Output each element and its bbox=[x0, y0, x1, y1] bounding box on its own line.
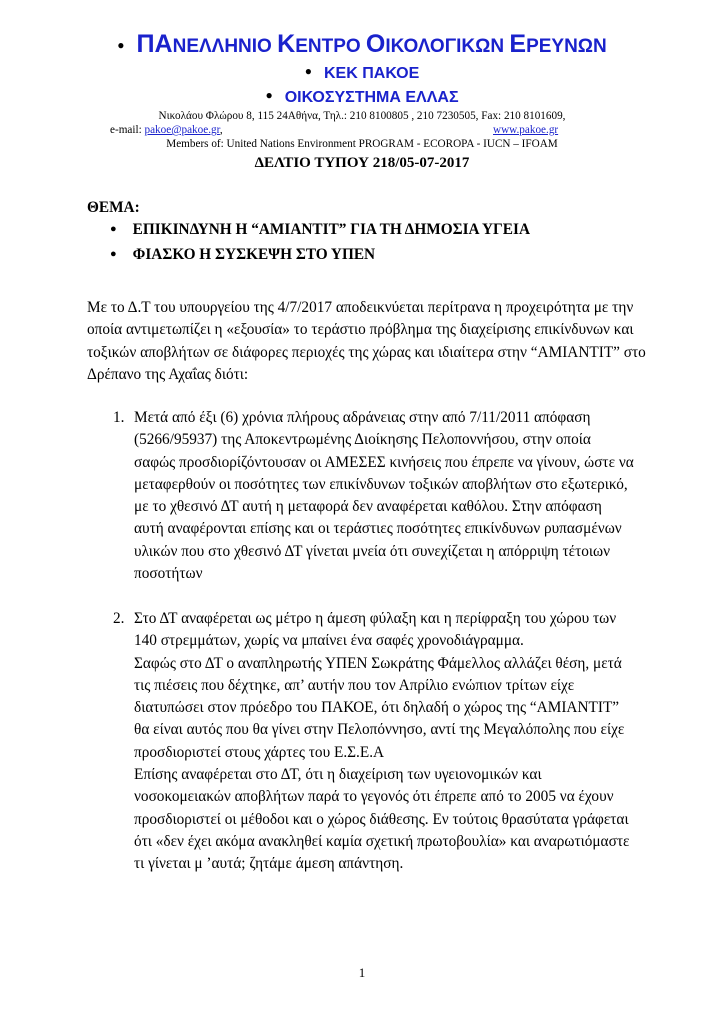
website-link[interactable]: www.pakoe.gr bbox=[493, 124, 559, 136]
bullet-icon: ● bbox=[265, 88, 273, 102]
org-initial-1: ΠΑ bbox=[136, 30, 173, 58]
members-line: Members of: United Nations Environment PROGRAM - ECOROPA - IUCN – IFOAM bbox=[166, 138, 558, 150]
bullet-icon: ● bbox=[110, 248, 117, 260]
address-line: Νικολάου Φλώρου 8, 115 24Αθήνα, Τηλ.: 210 8100805 , 210 7230505, Fax: 210 8101609, bbox=[158, 110, 566, 122]
letterhead-line-ecosystem bbox=[0, 88, 724, 107]
org-initial-3: Ο bbox=[365, 30, 386, 58]
org-word-1: ΝΕΛΛΗΝΙΟ bbox=[172, 36, 278, 57]
contact-line bbox=[110, 124, 590, 136]
letterhead-line-kek bbox=[0, 64, 724, 83]
subject-item bbox=[110, 246, 375, 264]
subject-label: ΘΕΜΑ: bbox=[87, 199, 140, 216]
list-item-paragraph: Επίσης αναφέρεται στο ΔΤ, ότι η διαχείριση των υγειονομικών και νοσοκομειακών αποβλήτων παρά το γεγονός ότι έπρεπε από το 2005 να έχουν προσδιοριστεί οι μέθοδοι και ο χώρος διάθεσης. Εν τούτοις θρασύτατα γράφεται ότι «δεν έχει ακόμα ανακληθεί καμία σχετική πρωτοβουλία» και αναρωτιόμαστε τι γίνεται μ ’αυτά; ζητάμε άμεση απάντηση. bbox=[134, 766, 630, 873]
organization-name bbox=[0, 30, 724, 59]
press-release-title: ΔΕΛΤΙΟ ΤΥΠΟΥ 218/05-07-2017 bbox=[254, 155, 470, 171]
bullet-icon: ● bbox=[117, 38, 125, 52]
email-label: e-mail: bbox=[110, 124, 145, 136]
email-link[interactable]: pakoe@pakoe.gr bbox=[144, 124, 220, 136]
list-item-number: 2. bbox=[113, 610, 125, 627]
bullet-icon: ● bbox=[304, 64, 312, 78]
ecosystem-text: ΟΙΚΟΣΥΣΤΗΜΑ ΕΛΛΑΣ bbox=[284, 89, 459, 106]
org-initial-2: Κ bbox=[277, 30, 296, 58]
list-item-number: 1. bbox=[113, 409, 125, 426]
list-item-paragraph: Στο ΔΤ αναφέρεται ως μέτρο η άμεση φύλαξη και η περίφραξη του χώρου των 140 στρεμμάτων, χωρίς να μπαίνει ένα σαφές χρονοδιάγραμμα. bbox=[134, 610, 617, 650]
page-number: 1 bbox=[358, 965, 366, 980]
kek-pakoe-text: ΚΕΚ ΠΑΚΟΕ bbox=[323, 65, 420, 82]
list-item-paragraph: Σαφώς στο ΔΤ ο αναπληρωτής ΥΠΕΝ Σωκράτης Φάμελλος αλλάζει θέση, μετά τις πιέσεις που δέχτηκε, απ’ αυτήν που τον Απρίλιο ενώπιον τρίτων είχε διατυπώσει στον πρόεδρο του ΠΑΚΟΕ, ότι δηλαδή ο χώρος της “ΑΜΙΑΝΤΙΤ” θα είναι αυτός που θα γίνει στην Πελοπόννησο, αντί της Μεγαλόπολης που είχε προσδιοριστεί στους χάρτες του Ε.Σ.Ε.Α bbox=[134, 654, 625, 761]
list-item bbox=[134, 608, 634, 876]
list-item-text: Μετά από έξι (6) χρόνια πλήρους αδράνειας στην από 7/11/2011 απόφαση (5266/95937) της Αποκεντρωμένης Διοίκησης Πελοποννήσου, στην οποία σαφώς προσδιορίζόντουσαν οι ΑΜΕΣΕΣ κινήσεις που έπρεπε να γίνουν, ώστε να μεταφερθούν οι ποσότητες των επικίνδυνων τοξικών αποβλήτων στο εξωτερικό, με το χθεσινό ΔΤ αυτή η μεταφορά δεν αναφέρεται καθόλου. Στην απόφαση αυτή αναφέρονται επίσης και οι τεράστιες ποσότητες επικίνδυνων ρυπασμένων υλικών που στο χθεσινό ΔΤ γίνεται μνεία ότι συνεχίζεται η απόρριψη τέτοιων ποσοτήτων bbox=[134, 409, 634, 583]
intro-paragraph: Με το Δ.Τ του υπουργείου της 4/7/2017 αποδεικνύεται περίτρανα η προχειρότητα με την οποία αντιμετωπίζει η «εξουσία» το τεράστιο πρόβλημα της διαχείρισης επικίνδυνων και τοξικών αποβλήτων σε διάφορες περιοχές της χώρας και ιδιαίτερα στην “ΑΜΙΑΝΤΙΤ” στο Δρέπανο της Αχαΐας διότι: bbox=[87, 299, 646, 383]
bullet-icon: ● bbox=[110, 223, 117, 235]
subject-item bbox=[110, 221, 530, 239]
org-word-2: ΕΝΤΡΟ bbox=[295, 36, 366, 57]
list-item bbox=[134, 407, 634, 585]
email-comma: , bbox=[219, 124, 223, 136]
subject-item-text: ΕΠΙΚΙΝΔΥΝΗ Η “ΑΜΙΑΝΤΙΤ” ΓΙΑ ΤΗ ΔΗΜΟΣΙΑ ΥΓΕΙΑ bbox=[132, 221, 530, 238]
org-word-3: ΙΚΟΛΟΓΙΚΩΝ bbox=[385, 36, 510, 57]
org-word-4: ΡΕΥΝΩΝ bbox=[526, 36, 607, 57]
org-initial-4: Ε bbox=[509, 30, 527, 58]
subject-item-text: ΦΙΑΣΚΟ Η ΣΥΣΚΕΨΗ ΣΤΟ ΥΠΕΝ bbox=[132, 246, 376, 263]
